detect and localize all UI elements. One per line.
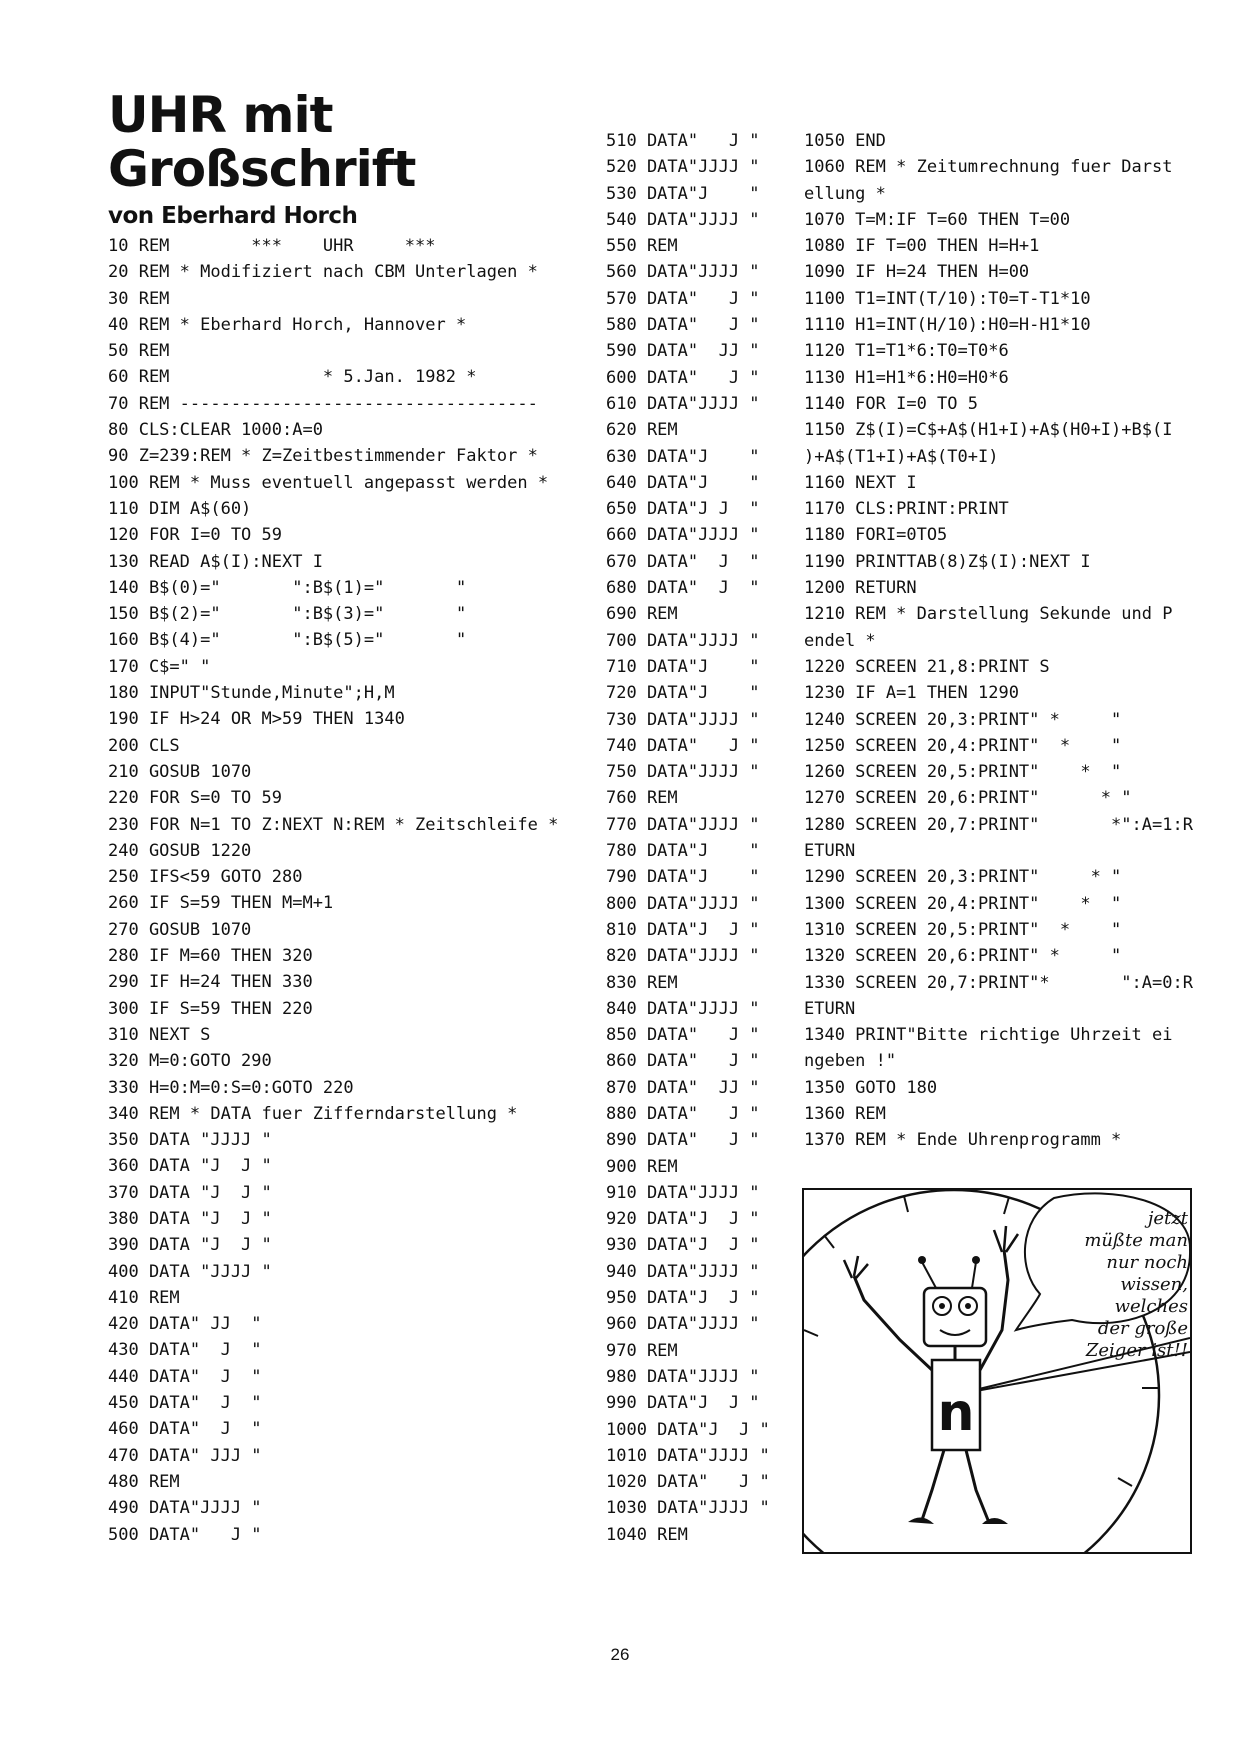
code-line: 700 DATA"JJJJ " <box>606 630 760 651</box>
code-line: 1310 SCREEN 20,5:PRINT" * " <box>804 919 1122 940</box>
code-line: 1080 IF T=00 THEN H=H+1 <box>804 236 1040 257</box>
code-line: 910 DATA"JJJJ " <box>606 1182 760 1203</box>
code-line: 1270 SCREEN 20,6:PRINT" * " <box>804 788 1132 809</box>
title-line-1: UHR mit <box>108 86 333 144</box>
code-line: 720 DATA"J " <box>606 683 760 704</box>
code-line: 1350 GOTO 180 <box>804 1077 938 1098</box>
robot-right-leg <box>966 1450 988 1520</box>
code-line: 350 DATA "JJJJ " <box>108 1130 272 1151</box>
code-line: 800 DATA"JJJJ " <box>606 893 760 914</box>
code-line: 1300 SCREEN 20,4:PRINT" * " <box>804 893 1122 914</box>
code-line: 390 DATA "J J " <box>108 1235 272 1256</box>
code-line: 1360 REM <box>804 1103 886 1124</box>
code-line: 1320 SCREEN 20,6:PRINT" * " <box>804 946 1122 967</box>
code-line: 440 DATA" J " <box>108 1366 262 1387</box>
code-line: 950 DATA"J J " <box>606 1288 760 1309</box>
code-line: 900 REM <box>606 1156 678 1177</box>
code-line: 500 DATA" J " <box>108 1524 262 1545</box>
code-line: 310 NEXT S <box>108 1024 211 1045</box>
code-line: 1220 SCREEN 21,8:PRINT S <box>804 656 1050 677</box>
code-line: 260 IF S=59 THEN M=M+1 <box>108 893 334 914</box>
code-line: 1000 DATA"J J " <box>606 1419 770 1440</box>
code-line: 1230 IF A=1 THEN 1290 <box>804 683 1019 704</box>
code-line: 1190 PRINTTAB(8)Z$(I):NEXT I <box>804 551 1091 572</box>
listing-column-2 <box>606 128 770 1548</box>
code-line: 1240 SCREEN 20,3:PRINT" * " <box>804 709 1122 730</box>
code-line: 980 DATA"JJJJ " <box>606 1366 760 1387</box>
code-line: 520 DATA"JJJJ " <box>606 157 760 178</box>
code-line: 140 B$(0)=" ":B$(1)=" " <box>108 577 467 598</box>
code-line: 370 DATA "J J " <box>108 1182 272 1203</box>
code-line: 1160 NEXT I <box>804 472 917 493</box>
code-line: 510 DATA" J " <box>606 131 760 151</box>
code-line: 790 DATA"J " <box>606 867 760 888</box>
code-line: 1110 H1=INT(H/10):H0=H-H1*10 <box>804 315 1091 336</box>
code-line: 1030 DATA"JJJJ " <box>606 1498 770 1519</box>
robot-chest-letter: n <box>937 1383 975 1443</box>
code-line: 330 H=0:M=0:S=0:GOTO 220 <box>108 1077 354 1098</box>
code-line: 420 DATA" JJ " <box>108 1314 262 1335</box>
code-line: 1060 REM * Zeitumrechnung fuer Darst <box>804 157 1173 178</box>
code-line: 880 DATA" J " <box>606 1103 760 1124</box>
code-line: 300 IF S=59 THEN 220 <box>108 998 313 1019</box>
code-line: 360 DATA "J J " <box>108 1156 272 1177</box>
code-line: endel * <box>804 630 876 651</box>
code-line: 1210 REM * Darstellung Sekunde und P <box>804 604 1173 625</box>
code-line: 660 DATA"JJJJ " <box>606 525 760 546</box>
code-line: 450 DATA" J " <box>108 1393 262 1414</box>
code-line: 740 DATA" J " <box>606 735 760 756</box>
code-line: 990 DATA"J J " <box>606 1393 760 1414</box>
code-line: 190 IF H>24 OR M>59 THEN 1340 <box>108 709 405 730</box>
code-line: 20 REM * Modifiziert nach CBM Unterlagen * <box>108 262 538 283</box>
code-line: 540 DATA"JJJJ " <box>606 209 760 230</box>
code-line: 710 DATA"J " <box>606 656 760 677</box>
code-line: 320 M=0:GOTO 290 <box>108 1051 272 1072</box>
code-line: 130 READ A$(I):NEXT I <box>108 551 323 572</box>
bubble-line: der große <box>1097 1318 1188 1339</box>
code-line: 860 DATA" J " <box>606 1051 760 1072</box>
code-line: 1100 T1=INT(T/10):T0=T-T1*10 <box>804 288 1091 309</box>
code-line: 750 DATA"JJJJ " <box>606 762 760 783</box>
code-line: 470 DATA" JJJ " <box>108 1445 262 1466</box>
code-line: 1290 SCREEN 20,3:PRINT" * " <box>804 867 1122 888</box>
code-line: 970 REM <box>606 1340 678 1361</box>
code-line: 570 DATA" J " <box>606 288 760 309</box>
code-line: 30 REM <box>108 288 170 309</box>
code-line: 1070 T=M:IF T=60 THEN T=00 <box>804 209 1071 230</box>
code-line: 600 DATA" J " <box>606 367 760 388</box>
code-line: 290 IF H=24 THEN 330 <box>108 972 313 993</box>
code-line: 1020 DATA" J " <box>606 1472 770 1493</box>
code-line: 1200 RETURN <box>804 578 917 599</box>
cartoon-illustration <box>802 1188 1192 1554</box>
code-line: 210 GOSUB 1070 <box>108 761 252 782</box>
bubble-line: nur noch <box>1106 1252 1188 1273</box>
code-line: 380 DATA "J J " <box>108 1208 272 1229</box>
code-line: 270 GOSUB 1070 <box>108 919 252 940</box>
code-line: 550 REM <box>606 236 678 257</box>
code-line: 430 DATA" J " <box>108 1340 262 1361</box>
author-byline: von Eberhard Horch <box>108 203 358 229</box>
code-line: 240 GOSUB 1220 <box>108 840 252 861</box>
code-line: 110 DIM A$(60) <box>108 498 252 519</box>
code-line: 90 Z=239:REM * Z=Zeitbestimmender Faktor * <box>108 446 538 467</box>
code-line: 400 DATA "JJJJ " <box>108 1261 272 1282</box>
code-line: 630 DATA"J " <box>606 446 760 467</box>
code-line: 1250 SCREEN 20,4:PRINT" * " <box>804 735 1122 756</box>
code-line: 840 DATA"JJJJ " <box>606 998 760 1019</box>
code-line: 530 DATA"J " <box>606 183 760 204</box>
code-line: 930 DATA"J J " <box>606 1235 760 1256</box>
code-line: 960 DATA"JJJJ " <box>606 1314 760 1335</box>
code-line: 1120 T1=T1*6:T0=T0*6 <box>804 341 1009 362</box>
code-line: 730 DATA"JJJJ " <box>606 709 760 730</box>
code-line: 1150 Z$(I)=C$+A$(H1+I)+A$(H0+I)+B$(I <box>804 420 1173 441</box>
code-line: 1130 H1=H1*6:H0=H0*6 <box>804 367 1009 388</box>
code-line: 680 DATA" J " <box>606 578 760 599</box>
page-number: 26 <box>610 1645 630 1664</box>
listing-column-1 <box>108 233 558 1548</box>
code-line: )+A$(T1+I)+A$(T0+I) <box>804 446 999 467</box>
code-line: 160 B$(4)=" ":B$(5)=" " <box>108 630 467 651</box>
code-line: 60 REM * 5.Jan. 1982 * <box>108 367 477 388</box>
speech-bubble-text <box>1066 1208 1188 1362</box>
code-line: 850 DATA" J " <box>606 1025 760 1046</box>
code-line: ETURN <box>804 998 856 1019</box>
code-line: 1010 DATA"JJJJ " <box>606 1445 770 1466</box>
code-line: ETURN <box>804 841 856 862</box>
code-line: 70 REM ----------------------------------- <box>108 393 538 414</box>
code-line: 200 CLS <box>108 735 180 756</box>
code-line: 1140 FOR I=0 TO 5 <box>804 393 978 414</box>
bubble-line: jetzt <box>1147 1208 1188 1229</box>
code-line: 580 DATA" J " <box>606 315 760 336</box>
code-line: 410 REM <box>108 1287 180 1308</box>
code-line: 170 C$=" " <box>108 656 211 677</box>
code-line: 120 FOR I=0 TO 59 <box>108 525 282 546</box>
code-line: 820 DATA"JJJJ " <box>606 946 760 967</box>
code-line: 670 DATA" J " <box>606 551 760 572</box>
code-line: ngeben !" <box>804 1051 897 1072</box>
title-line-2: Großschrift <box>108 140 416 198</box>
code-line: 1370 REM * Ende Uhrenprogramm * <box>804 1130 1122 1151</box>
code-line: 940 DATA"JJJJ " <box>606 1261 760 1282</box>
code-line: 620 REM <box>606 420 678 441</box>
code-line: 480 REM <box>108 1471 180 1492</box>
code-line: 810 DATA"J J " <box>606 919 760 940</box>
code-line: 760 REM <box>606 788 678 809</box>
code-line: 340 REM * DATA fuer Zifferndarstellung * <box>108 1103 518 1124</box>
code-line: 1340 PRINT"Bitte richtige Uhrzeit ei <box>804 1025 1173 1046</box>
code-line: 1040 REM <box>606 1524 688 1545</box>
code-line: 610 DATA"JJJJ " <box>606 393 760 414</box>
code-line: 50 REM <box>108 341 170 362</box>
article-title <box>108 88 415 196</box>
robot-head <box>924 1288 986 1346</box>
code-line: 10 REM *** UHR *** <box>108 236 436 256</box>
code-line: 100 REM * Muss eventuell angepasst werden * <box>108 472 549 493</box>
code-line: 1050 END <box>804 131 886 151</box>
code-line: 80 CLS:CLEAR 1000:A=0 <box>108 420 323 441</box>
code-line: 490 DATA"JJJJ " <box>108 1498 262 1519</box>
code-line: 180 INPUT"Stunde,Minute";H,M <box>108 683 395 704</box>
code-line: 460 DATA" J " <box>108 1419 262 1440</box>
bubble-line: müßte man <box>1084 1230 1188 1251</box>
code-line: 870 DATA" JJ " <box>606 1077 760 1098</box>
code-line: 1260 SCREEN 20,5:PRINT" * " <box>804 762 1122 783</box>
code-line: 590 DATA" JJ " <box>606 341 760 362</box>
code-line: 280 IF M=60 THEN 320 <box>108 946 313 967</box>
code-line: 690 REM <box>606 604 678 625</box>
code-line: 560 DATA"JJJJ " <box>606 262 760 283</box>
code-line: 890 DATA" J " <box>606 1130 760 1151</box>
code-line: 150 B$(2)=" ":B$(3)=" " <box>108 604 467 625</box>
code-line: 640 DATA"J " <box>606 472 760 493</box>
robot-left-arm <box>854 1276 932 1370</box>
code-line: 1170 CLS:PRINT:PRINT <box>804 499 1009 520</box>
code-line: 220 FOR S=0 TO 59 <box>108 788 282 809</box>
code-line: 830 REM <box>606 972 678 993</box>
code-line: 780 DATA"J " <box>606 841 760 862</box>
bubble-line: Zeiger ist!! <box>1085 1340 1188 1361</box>
code-line: 1330 SCREEN 20,7:PRINT"* ":A=0:R <box>804 972 1193 993</box>
bubble-line: wissen, welches <box>1114 1274 1188 1317</box>
code-line: 1090 IF H=24 THEN H=00 <box>804 262 1030 283</box>
listing-column-3 <box>804 128 1193 1154</box>
code-line: 770 DATA"JJJJ " <box>606 814 760 835</box>
code-line: 230 FOR N=1 TO Z:NEXT N:REM * Zeitschleife * <box>108 814 559 835</box>
robot-left-leg <box>922 1450 944 1520</box>
code-line: 1280 SCREEN 20,7:PRINT" *":A=1:R <box>804 814 1193 835</box>
code-line: ellung * <box>804 183 886 204</box>
code-line: 920 DATA"J J " <box>606 1209 760 1230</box>
code-line: 1180 FORI=0TO5 <box>804 525 948 546</box>
code-line: 650 DATA"J J " <box>606 499 760 520</box>
code-line: 250 IFS<59 GOTO 280 <box>108 867 303 888</box>
code-line: 40 REM * Eberhard Horch, Hannover * <box>108 314 467 335</box>
